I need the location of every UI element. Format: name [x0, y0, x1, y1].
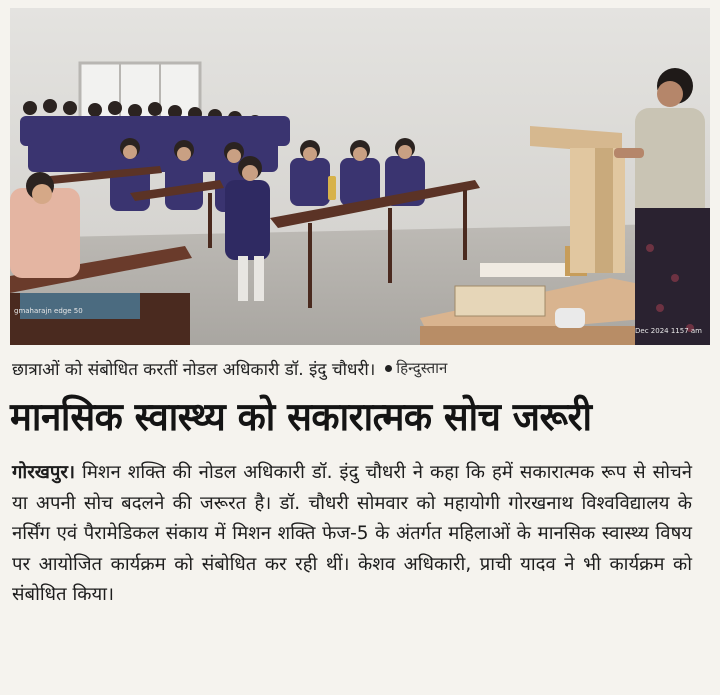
camera-timestamp: Dec 2024 1157 am — [635, 327, 702, 335]
news-photo — [10, 8, 710, 345]
dateline: गोरखपुर। — [12, 462, 75, 483]
caption-text: छात्राओं को संबोधित करतीं नोडल अधिकारी डॉ. इंदु चौधरी। — [12, 359, 376, 380]
camera-watermark: gmaharajn edge 50 — [14, 307, 83, 315]
credit-text: हिन्दुस्तान — [396, 359, 448, 377]
headline: मानसिक स्वास्थ्य को सकारात्मक सोच जरूरी — [10, 395, 592, 440]
article-body — [12, 458, 692, 611]
article-text: मिशन शक्ति की नोडल अधिकारी डॉ. इंदु चौधरी ने कहा कि हमें सकारात्मक रूप से सोचने या अपनी सोच बदलने की जरूरत है। डॉ. चौधरी सोमवार को महायोगी गोरखनाथ विश्वविद्यालय के नर्सिंग एवं पैरामेडिकल संकाय में मिशन शक्ति फेज-5 के अंतर्गत महिलाओं के मानसिक स्वास्थ्य विषय पर आयोजित कार्यक्रम को संबोधित कर रही थीं। केशव अधिकारी, प्राची यादव ने भी कार्यक्रम को संबोधित किया। — [12, 462, 692, 605]
classroom-photo — [10, 8, 710, 345]
bullet-icon — [385, 365, 392, 372]
photo-credit — [385, 358, 447, 378]
photo-caption — [12, 354, 708, 382]
